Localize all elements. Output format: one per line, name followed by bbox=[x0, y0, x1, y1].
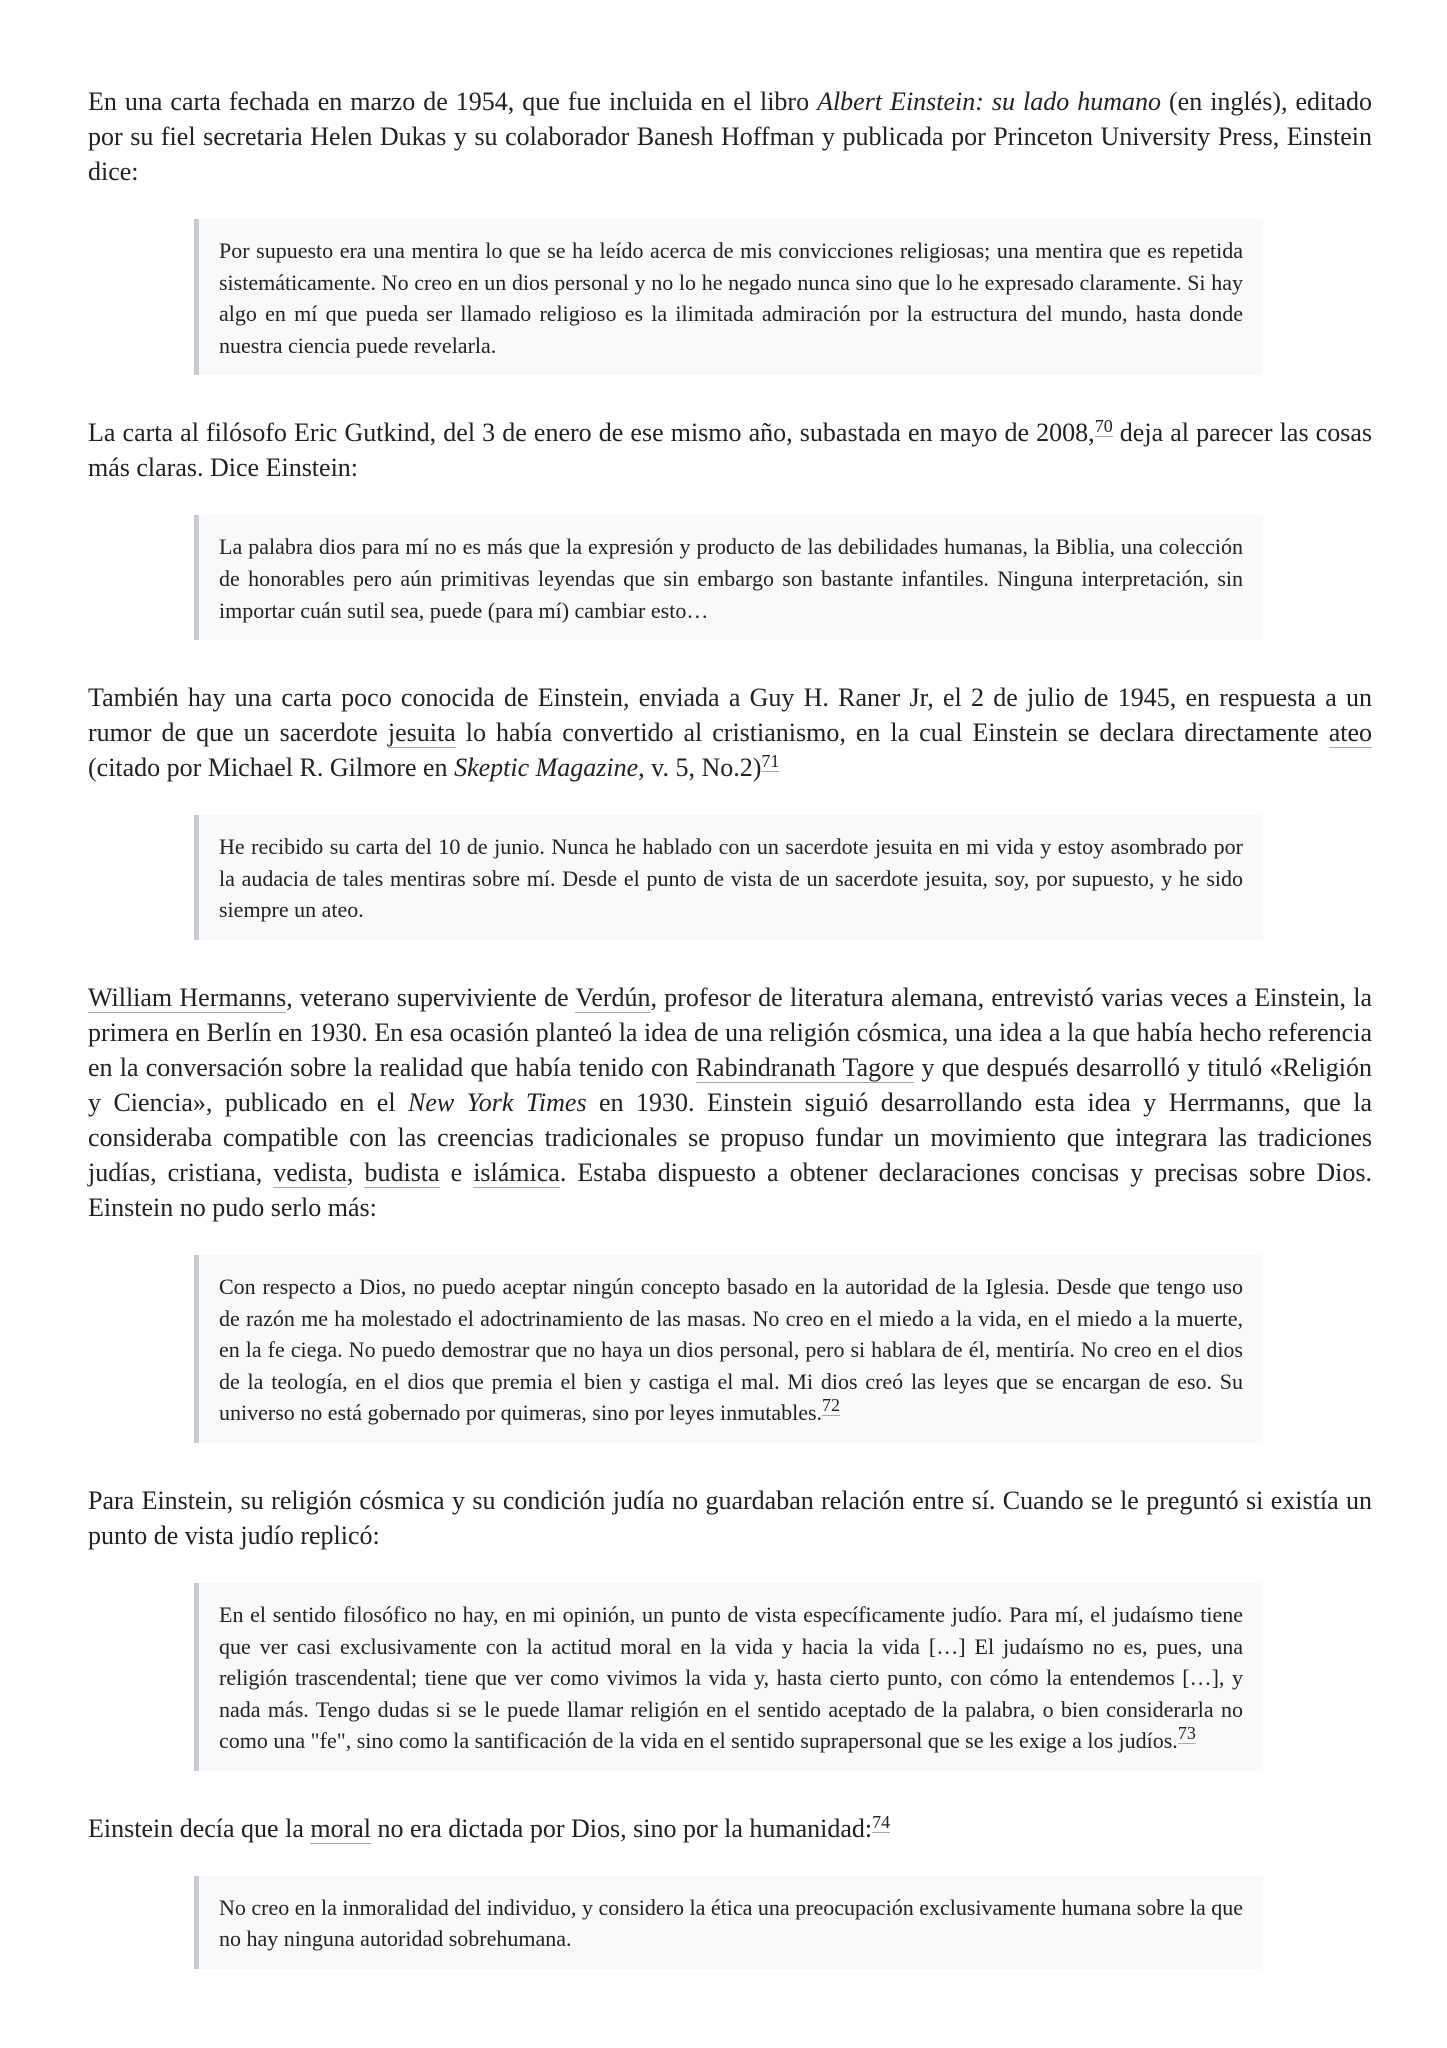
newspaper-title: New York Times bbox=[408, 1087, 587, 1117]
link-moral[interactable]: moral bbox=[310, 1813, 372, 1843]
article-body bbox=[88, 84, 1372, 2009]
quote-paragraph bbox=[219, 1599, 1243, 1757]
link-jesuita[interactable]: jesuita bbox=[387, 718, 456, 748]
quote-text: No creo en la inmoralidad del individuo, y considero la ética una preocupación exclusivamente humana sobre la que no hay ninguna autoridad sobrehumana. bbox=[219, 1894, 1243, 1952]
text: , bbox=[346, 1157, 365, 1187]
quote-text: La palabra dios para mí no es más que la expresión y producto de las debilidades humanas, la Biblia, una colección de honorables pero aún primitivas leyendas que sin embargo son bastante infantiles. Ninguna interpretación, sin importar cuán sutil sea, puede (para mí) cambiar esto… bbox=[219, 534, 1243, 623]
text: En una carta fechada en marzo de 1954, que fue incluida en el libro bbox=[88, 87, 818, 116]
link-ateo[interactable]: ateo bbox=[1328, 718, 1373, 748]
link-rabindranath-tagore[interactable]: Rabindranath Tagore bbox=[695, 1052, 915, 1082]
reference-74[interactable]: 74 bbox=[872, 1811, 891, 1832]
text: La carta al filósofo Eric Gutkind, del 3 de enero de ese mismo año, subastada en mayo de 2008, bbox=[88, 418, 1095, 448]
paragraph-5: Para Einstein, su religión cósmica y su condición judía no guardaban relación entre sí. Cuando se le preguntó si existía un punto de vista judío replicó: bbox=[88, 1485, 1372, 1550]
quote-text: He recibido su carta del 10 de junio. Nunca he hablado con un sacerdote jesuita en mi vida y estoy asombrado por la audacia de tales mentiras sobre mí. Desde el punto de vista de un sacerdote jesuita, soy, por supuesto, y he sido siempre un ateo. bbox=[219, 834, 1243, 923]
link-vedista[interactable]: vedista bbox=[273, 1157, 347, 1187]
quote-6 bbox=[194, 1876, 1263, 1969]
paragraph-3 bbox=[88, 680, 1372, 785]
paragraph-6 bbox=[88, 1811, 1372, 1846]
reference-71[interactable]: 71 bbox=[761, 751, 780, 772]
paragraph-2 bbox=[88, 415, 1372, 485]
quote-5 bbox=[194, 1583, 1263, 1771]
quote-text: Con respecto a Dios, no puedo aceptar ningún concepto basado en la autoridad de la Iglesia. Desde que tengo uso de razón me ha molestado el adoctrinamiento de las masas. No creo en el miedo a la vida, en el miedo a la muerte, en la fe ciega. No puedo demostrar que no haya un dios personal, pero si hablara de él, mentiría. No creo en el dios de la teología, en el dios que premia el bien y castiga el mal. Mi dios creó las leyes que se encargan de eso. Su universo no está gobernado por quimeras, sino por leyes inmutables. bbox=[219, 1273, 1243, 1426]
text: (citado por Michael R. Gilmore en bbox=[88, 753, 455, 783]
quote-3 bbox=[194, 815, 1263, 940]
book-title: Albert Einstein: su lado humano bbox=[817, 87, 1162, 116]
reference-72[interactable]: 72 bbox=[822, 1395, 841, 1416]
text: , v. 5, No.2) bbox=[638, 753, 762, 783]
link-william-hermanns[interactable]: William Hermanns bbox=[88, 982, 287, 1012]
paragraph-4 bbox=[88, 980, 1372, 1225]
quote-1 bbox=[194, 219, 1263, 375]
quote-text: Por supuesto era una mentira lo que se ha leído acerca de mis convicciones religiosas; una mentira que es repetida sistemáticamente. No creo en un dios personal y no lo he negado nunca sino que lo he expresado claramente. Si hay algo en mí que pueda ser llamado religioso es la ilimitada admiración por la estructura del mundo, hasta donde nuestra ciencia puede revelarla. bbox=[219, 238, 1243, 358]
magazine-title: Skeptic Magazine bbox=[454, 753, 639, 783]
paragraph-1 bbox=[88, 84, 1372, 189]
text: e bbox=[439, 1157, 474, 1187]
quote-4 bbox=[194, 1255, 1263, 1443]
text: deja al parecer las cosas más claras. Dice Einstein: bbox=[88, 418, 1372, 483]
quote-text: En el sentido filosófico no hay, en mi opinión, un punto de vista específicamente judío. Para mí, el judaísmo tiene que ver casi exclusivamente con la actitud moral en la vida y hacia la vida […] El judaísmo no es, pues, una religión trascendental; tiene que ver como vivimos la vida y, hasta cierto punto, con cómo la entendemos […], y nada más. Tengo dudas si se le puede llamar religión en el sentido aceptado de la palabra, o bien considerarla no como una "fe", sino como la santificación de la vida en el sentido suprapersonal que se les exige a los judíos. bbox=[219, 1601, 1243, 1754]
text: en 1930. Einstein siguió desarrollando esta idea y Herrmanns, que la consideraba compatible con las creencias tradicionales se propuso fundar un movimiento que integrara las tradiciones judías, cristiana, bbox=[88, 1087, 1372, 1187]
quote-2 bbox=[194, 515, 1263, 640]
text: También hay una carta poco conocida de Einstein, enviada a Guy H. Raner Jr, el 2 de julio de 1945, en respuesta a un rumor de que un sacerdote bbox=[88, 683, 1372, 748]
reference-70[interactable]: 70 bbox=[1094, 416, 1113, 437]
link-islamica[interactable]: islámica bbox=[473, 1157, 560, 1187]
text: . Estaba dispuesto a obtener declaraciones concisas y precisas sobre Dios. Einstein no pudo serlo más: bbox=[88, 1157, 1372, 1222]
text: , profesor de literatura alemana, entrevistó varias veces a Einstein, la primera en Berlín en 1930. En esa ocasión planteó la idea de una religión cósmica, una idea a la que había hecho referencia en la conversación sobre la realidad que había tenido con bbox=[88, 982, 1372, 1082]
quote-paragraph bbox=[219, 1271, 1243, 1429]
text: Einstein decía que la bbox=[88, 1813, 311, 1843]
text: y que después desarrolló y tituló «Religión y Ciencia», publicado en el bbox=[88, 1052, 1373, 1117]
text: no era dictada por Dios, sino por la humanidad: bbox=[371, 1813, 873, 1843]
reference-73[interactable]: 73 bbox=[1177, 1723, 1196, 1744]
text: , veterano superviviente de bbox=[286, 982, 576, 1012]
text: (en inglés), editado por su fiel secretaria Helen Dukas y su colaborador Banesh Hoffman y publicada por Princeton University Press, Einstein dice: bbox=[88, 87, 1372, 186]
link-budista[interactable]: budista bbox=[364, 1157, 440, 1187]
text: lo había convertido al cristianismo, en la cual Einstein se declara directamente bbox=[455, 718, 1329, 748]
link-verdun[interactable]: Verdún bbox=[575, 982, 651, 1012]
